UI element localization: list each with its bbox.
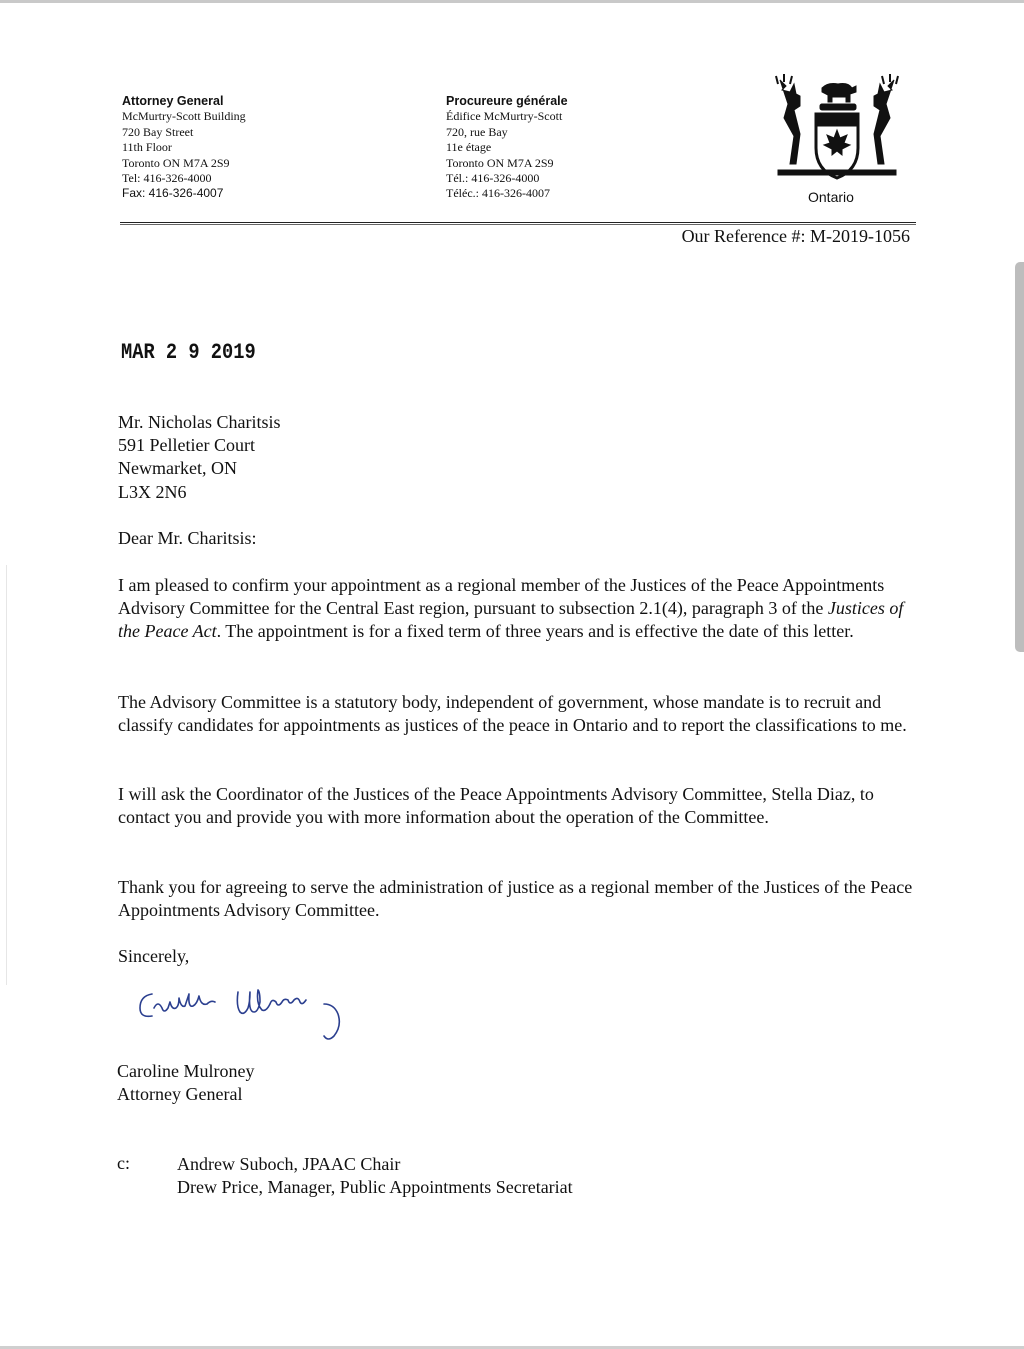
phone-line: Tél.: 416-326-4000: [446, 171, 540, 186]
paragraph-thanks: Thank you for agreeing to serve the administration of justice as a regional member of the Justices of the Peace Appointments Advisory Committee.: [118, 877, 913, 921]
address-line: McMurtry-Scott Building: [122, 109, 246, 124]
closing: Sincerely,: [118, 946, 190, 966]
address-line: Toronto ON M7A 2S9: [122, 155, 230, 170]
letterhead-french: [446, 94, 568, 202]
date-stamp: MAR 2 9 2019: [121, 340, 256, 365]
top-border: [0, 0, 1024, 3]
address-line: Toronto ON M7A 2S9: [446, 155, 554, 170]
paragraph-text: I am pleased to confirm your appointment as a regional member of the Justices of the Peace Appointments Advisory Committee for the Central East region, pursuant to subsection 2.1(4), paragraph 3 of the: [118, 575, 885, 619]
handwritten-signature: [134, 982, 374, 1052]
recipient-postal-code: L3X 2N6: [118, 481, 187, 502]
cc-list: [177, 1153, 573, 1199]
cc-recipient: Andrew Suboch, JPAAC Chair: [177, 1154, 401, 1174]
recipient-street: 591 Pelletier Court: [118, 435, 255, 456]
fax-line: Téléc.: 416-326-4007: [446, 186, 550, 201]
address-line: 720, rue Bay: [446, 124, 508, 139]
phone-line: Tel: 416-326-4000: [122, 171, 212, 186]
recipient-address: [118, 411, 918, 504]
reference-number: Our Reference #: M-2019-1056: [681, 226, 910, 246]
paragraph-committee: The Advisory Committee is a statutory body, independent of government, whose mandate is to recruit and classify candidates for appointments as justices of the peace in Ontario and to report the classifications to me.: [118, 692, 907, 736]
address-line: 11e étage: [446, 140, 492, 155]
address-line: 11th Floor: [122, 140, 172, 155]
signer-block: [117, 1060, 917, 1106]
paragraph-appointment: [118, 574, 918, 644]
letterhead-english: [122, 94, 246, 202]
page-edge: [6, 565, 7, 985]
recipient-city: Newmarket, ON: [118, 458, 237, 479]
address-line: Édifice McMurtry-Scott: [446, 109, 563, 124]
signer-name: Caroline Mulroney: [117, 1061, 255, 1081]
cc-recipient: Drew Price, Manager, Public Appointments Secretariat: [177, 1177, 573, 1198]
paragraph-text: . The appointment is for a fixed term of three years and is effective the date of this letter.: [216, 621, 854, 642]
scrollbar-thumb[interactable]: [1015, 262, 1024, 652]
ontario-coat-of-arms-icon: [772, 74, 902, 194]
ministry-title-en: Attorney General: [122, 94, 224, 108]
header-divider: [120, 222, 916, 223]
salutation: Dear Mr. Charitsis:: [118, 528, 257, 548]
fax-line: Fax: 416-326-4007: [122, 186, 224, 201]
act-title: Justices of the Peace Act: [118, 598, 904, 642]
cc-label: c:: [117, 1153, 130, 1173]
ministry-title-fr: Procureure générale: [446, 94, 568, 108]
paragraph-coordinator: I will ask the Coordinator of the Justices of the Peace Appointments Advisory Committee, Stella Diaz, to contact you and provide you with more information about the operation of the Committee.: [118, 784, 874, 828]
province-name: Ontario: [808, 189, 854, 205]
header-divider-secondary: [120, 224, 916, 225]
recipient-name: Mr. Nicholas Charitsis: [118, 412, 281, 432]
signer-title: Attorney General: [117, 1084, 243, 1105]
address-line: 720 Bay Street: [122, 124, 194, 139]
